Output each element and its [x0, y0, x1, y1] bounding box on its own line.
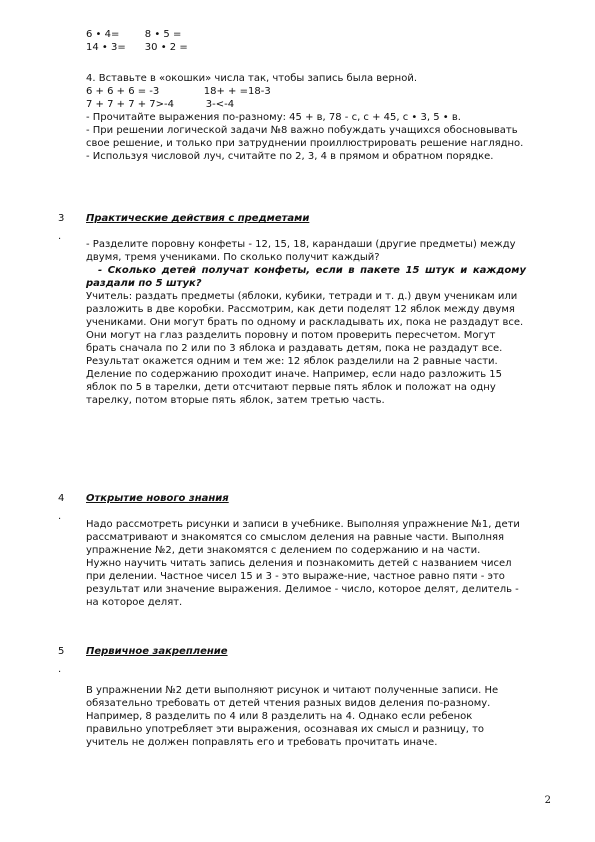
section-3-para-3: Учитель: раздать предметы (яблоки, кубики, тетради и т. д.) двум ученикам или разложить в две коробки. Рассмотрим, как дети поделят 12 яблок между двумя учениками. Они могут брать по одному и раскладывать их, пока не раздадут все. Они могут на глаз разделить поровну и потом проверить пересчетом. Могут брать сначала по 2 или по 3 яблока и раздавать детям, пока не раздадут все. Результат окажется одним и тем же: 12 яблок разделили на 2 равные части.: [86, 291, 524, 367]
section-4-number: 4 .: [58, 493, 65, 522]
exercise-row-2: 14 • 3= 30 • 2 =: [86, 42, 188, 53]
task4-block: [86, 72, 526, 163]
section-5-para-1: В упражнении №2 дети выполняют рисунок и читают полученные записи. Не обязательно требовать от детей чтения разных видов деления по-разному. Например, 8 разделить по 4 или 8 разделить на 4. Однако если ребенок правильно употребляет эти выражения, осознавая их смысл и разницу, то учитель не должен поправлять его и требовать прочитать иначе.: [86, 685, 499, 748]
section-3-para-1: - Разделите поровну конфеты - 12, 15, 18, карандаши (другие предметы) между двумя, тремя учениками. По сколько получит каждый?: [86, 239, 516, 263]
section-5-number: 5 .: [58, 646, 65, 675]
section-3-para-2: - Сколько детей получат конфеты, если в пакете 15 штук и каждому раздали по 5 штук?: [86, 265, 526, 289]
exercise-block: [86, 28, 526, 54]
section-4: [86, 492, 526, 609]
section-4-para-1: Надо рассмотреть рисунки и записи в учебнике. Выполняя упражнение №1, дети рассматривают и знакомятся со смыслом деления на равные части. Выполняя упражнение №2, дети знакомятся с делением по содержанию и на части.: [86, 519, 520, 556]
bullet-logic-task: - При решении логической задачи №8 важно побуждать учащихся обосновывать свое решение, и только при затруднении проиллюстрировать решение наглядно.: [86, 125, 524, 149]
section-5: [86, 645, 526, 749]
task4-row-2: 7 + 7 + 7 + 7>-4 3-<-4: [86, 99, 235, 110]
section-4-heading: Открытие нового знания: [86, 493, 229, 504]
page-number: 2: [544, 795, 551, 806]
section-5-heading: Первичное закрепление: [86, 646, 228, 657]
section-3: [86, 212, 526, 407]
task4-title: 4. Вставьте в «окошки» числа так, чтобы запись была верной.: [86, 73, 418, 84]
section-3-heading: Практические действия с предметами: [86, 213, 310, 224]
exercise-row-1: 6 • 4= 8 • 5 =: [86, 29, 182, 40]
section-3-number: 3 .: [58, 213, 65, 242]
task4-row-1: 6 + 6 + 6 = -3 18+ + =18-3: [86, 86, 271, 97]
bullet-read-expressions: - Прочитайте выражения по-разному: 45 + в, 78 - с, с + 45, с • 3, 5 • в.: [86, 112, 461, 123]
bullet-number-line: - Используя числовой луч, считайте по 2, 3, 4 в прямом и обратном порядке.: [86, 151, 494, 162]
section-3-para-4: Деление по содержанию проходит иначе. Например, если надо разложить 15 яблок по 5 в тарелки, дети отсчитают первые пять яблок и положат на одну тарелку, потом вторые пять яблок, затем третью часть.: [86, 369, 503, 406]
section-4-para-2: Нужно научить читать запись деления и познакомить детей с названием чисел при делении. Частное чисел 15 и 3 - это выраже-ние, частное равно пяти - это результат или значение выражения. Делимое - число, которое делят, делитель - на которое делят.: [86, 558, 519, 608]
